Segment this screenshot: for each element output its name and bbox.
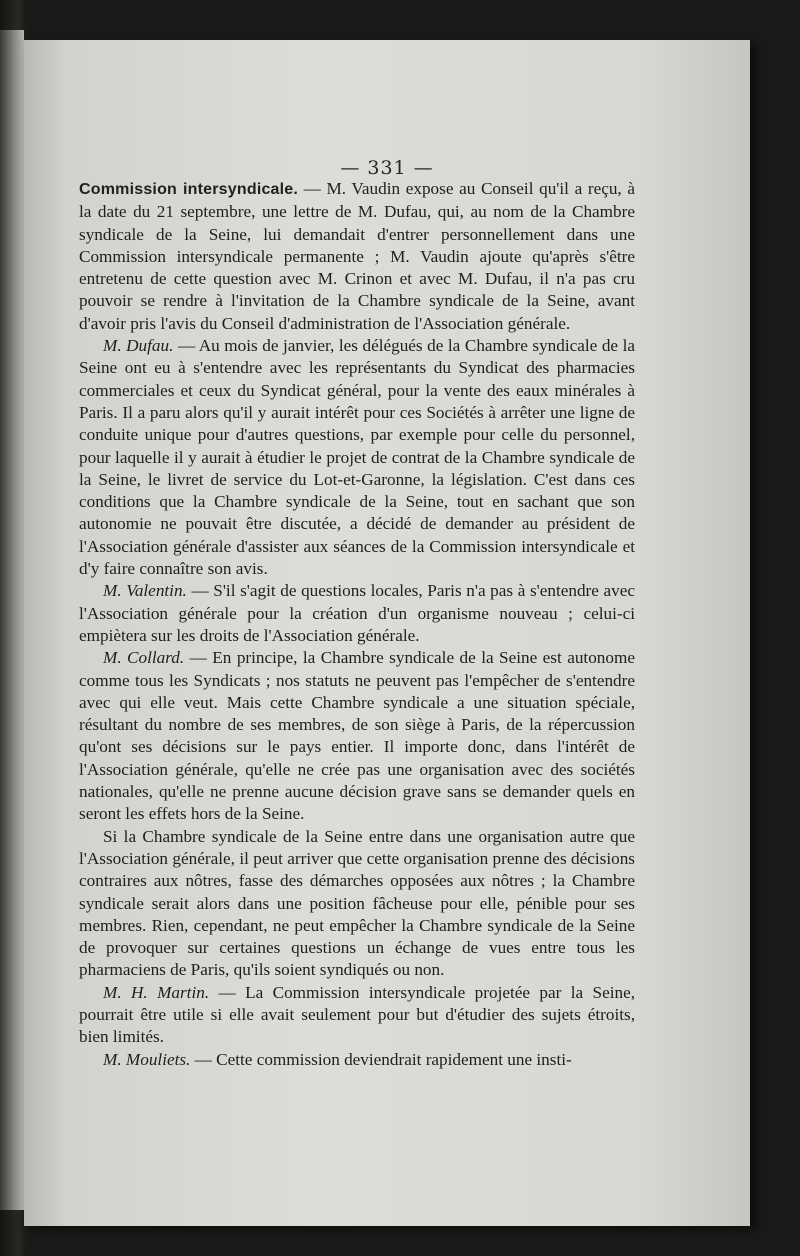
paragraph-5: [79, 826, 635, 982]
body-text: [79, 178, 635, 1071]
paragraph-1: [79, 178, 635, 335]
speaker-name: M. Collard.: [103, 648, 185, 668]
page-number: — 331 —: [340, 157, 434, 179]
paragraph-text: — M. Vaudin expose au Conseil qu'il a reçu, à la date du 21 septembre, une lettre de M. Dufau, qui, au nom de la Chambre syndicale de la Seine, lui demandait d'entrer personnellement dans une Commission intersyndicale permanente ; M. Vaudin ajoute qu'après s'être entretenu de cette question avec M. Crinon et avec M. Dufau, il n'a pas cru pouvoir se rendre à l'invitation de la Chambre syndicale de la Seine, avant d'avoir pris l'avis du Conseil d'administration de l'Association générale.: [79, 179, 635, 333]
paragraph-2: [79, 335, 635, 580]
left-page-edge: [0, 30, 24, 1210]
speaker-name: M. Mouliets.: [103, 1049, 191, 1069]
paragraph-4: [79, 647, 635, 825]
paragraph-text: Si la Chambre syndicale de la Seine entre dans une organisation autre que l'Association générale, il peut arriver que cette organisation prenne des décisions contraires aux nôtres, fasse des démarches opposées aux nôtres ; la Chambre syndicale serait alors dans une position fâcheuse pour elle, pénible pour ses membres. Rien, cependant, ne peut empêcher la Chambre syndicale de la Seine de provoquer sur certaines questions un échange de vues entre tous les pharmaciens de Paris, qu'ils soient syndiqués ou non.: [79, 826, 635, 980]
speaker-name: M. H. Martin.: [103, 982, 210, 1002]
paragraph-6: [79, 982, 635, 1049]
speaker-name: M. Valentin.: [103, 581, 187, 601]
page: [24, 40, 750, 1226]
paragraph-text: — Cette commission deviendrait rapidement une insti-: [190, 1049, 572, 1069]
paragraph-text: — En principe, la Chambre syndicale de la Seine est autonome comme tous les Syndicats ; nos statuts ne peuvent pas l'empêcher de s'entendre avec qui elle veut. Mais cette Chambre syndicale a une situation spéciale, résultant du nombre de ses membres, de son siège à Paris, de la répercussion qu'ont ses décisions sur le pays entier. Il importe donc, dans l'intérêt de l'Association générale, qu'elle ne crée pas une organisation avec des sociétés nationales, qu'elle ne prenne aucune décision grave sans se demander quels en seront les effets hors de la Seine.: [79, 648, 635, 824]
paragraph-text: — Au mois de janvier, les délégués de la Chambre syndicale de la Seine ont eu à s'entendre avec les représentants du Syndicat des pharmacies commerciales et ceux du Syndicat général, pour la vente des eaux minérales à Paris. Il a paru alors qu'il y aurait intérêt pour ces Sociétés à arrêter une ligne de conduite unique pour d'autres questions, par exemple pour celle du personnel, pour laquelle il y aurait à étudier le projet de contrat de la Chambre syndicale de la Seine, le livret de service du Lot-et-Garonne, la législation. C'est dans ces conditions que la Chambre syndicale de la Seine, tout en sachant que son autonomie ne pouvait être discutée, a décidé de demander au président de l'Association générale d'assister aux séances de la Commission intersyndicale et d'y faire connaître son avis.: [79, 336, 635, 579]
paragraph-3: [79, 580, 635, 647]
speaker-name: M. Dufau.: [103, 336, 174, 356]
paragraph-text: — S'il s'agit de questions locales, Paris n'a pas à s'entendre avec l'Association générale pour la création d'un organisme nouveau ; celui-ci empiètera sur les droits de l'Association générale.: [79, 581, 635, 645]
paragraph-text: — La Commission intersyndicale projetée par la Seine, pourrait être utile si elle avait seulement pour but d'étudier des sujets étroits, bien limités.: [79, 982, 635, 1047]
section-heading: Commission intersyndicale.: [79, 181, 299, 198]
paragraph-7: [79, 1049, 635, 1071]
